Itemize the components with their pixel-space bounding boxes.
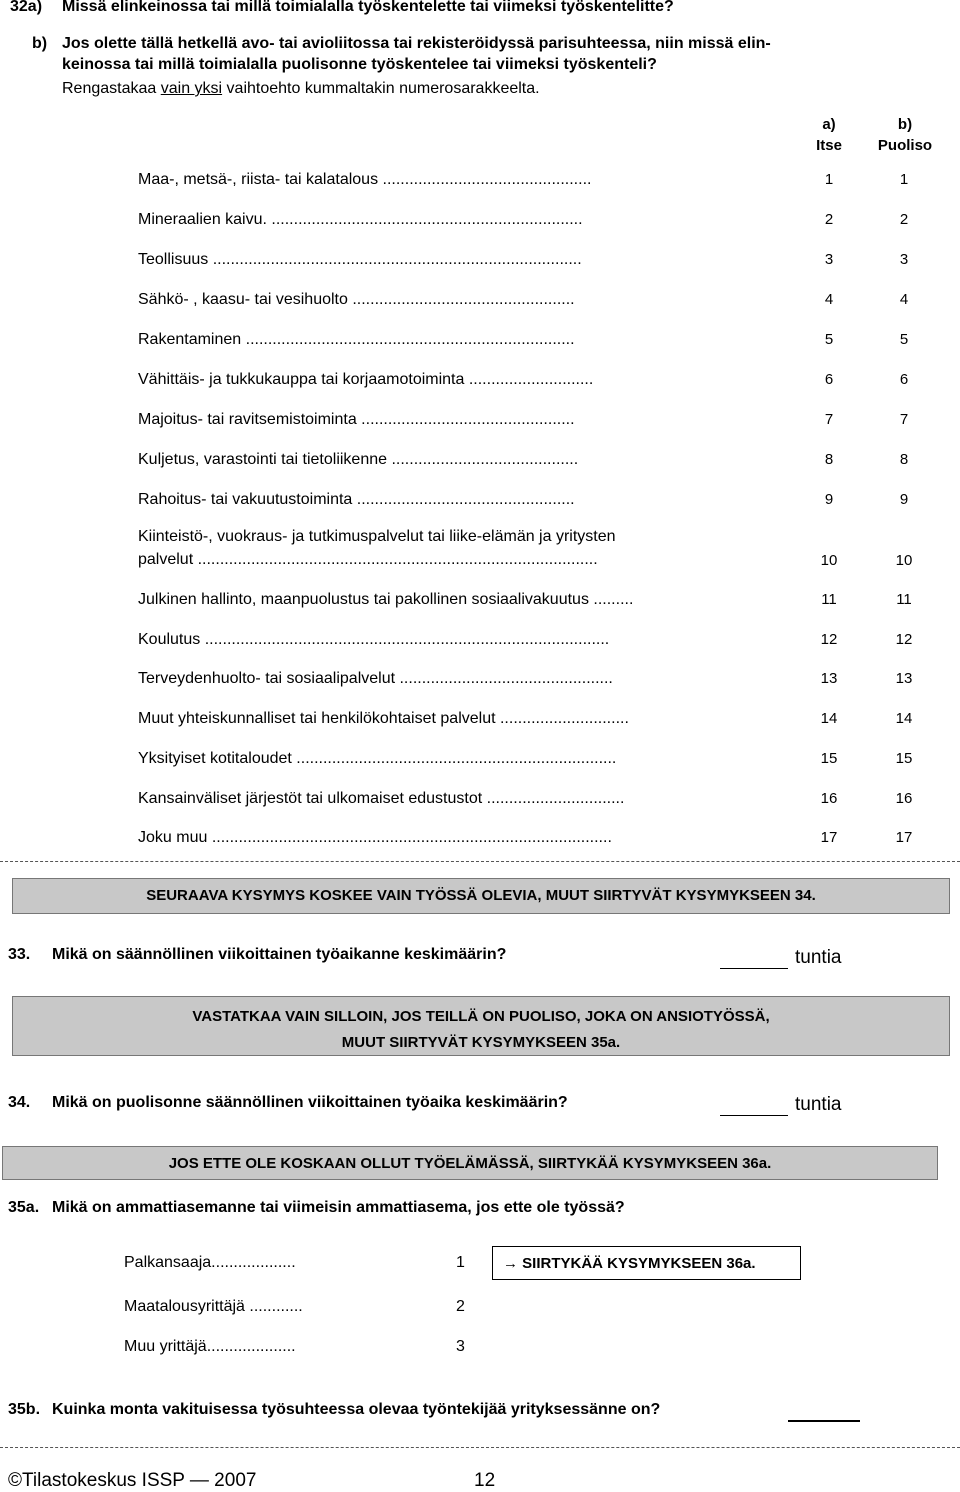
q33-number: 33.: [8, 946, 31, 963]
q32a-number: 32a): [10, 0, 43, 15]
list-item-label-line2: palvelut ..........................................................................................: [138, 551, 598, 568]
list-item-label: Muut yhteiskunnalliset tai henkilökohtaiset palvelut .............................: [138, 710, 629, 728]
list-item-label: Rakentaminen ..........................................................................: [138, 331, 575, 348]
q35b-number: 35b.: [8, 1401, 41, 1418]
code-a[interactable]: 4: [824, 291, 834, 308]
list-item-label: Vähittäis- ja tukkukauppa tai korjaamotoiminta ............................: [138, 371, 594, 388]
q32b: [10, 35, 950, 79]
list-item-label: Kansainväliset järjestöt tai ulkomaiset edustustot ...............................: [138, 789, 625, 807]
instruction-emphasis: vain yksi: [160, 80, 223, 97]
code-b[interactable]: 11: [896, 591, 912, 608]
q32b-text-line1: Jos olette tällä hetkellä avo- tai avioliitossa tai rekisteröidyssä parisuhteessa, niin missä elin-: [62, 35, 771, 52]
q32-instruction: Rengastakaa vain yksi vaihtoehto kummaltakin numerosarakkeelta.: [62, 80, 540, 97]
q32b-text-line2: keinossa tai millä toimialalla puolisonne työskentelee tai viimeksi työskenteli?: [62, 56, 657, 73]
code-a[interactable]: 8: [824, 451, 834, 468]
list-item[interactable]: [138, 491, 938, 513]
list-item[interactable]: [138, 451, 938, 473]
instruction-box: JOS ETTE OLE KOSKAAN OLLUT TYÖELÄMÄSSÄ, SIIRTYKÄÄ KYSYMYKSEEN 36a.: [2, 1146, 938, 1180]
code-a[interactable]: 9: [824, 491, 834, 508]
code-b[interactable]: 6: [899, 371, 909, 388]
list-item[interactable]: [138, 591, 938, 613]
code-b[interactable]: 2: [899, 211, 909, 228]
instruction-box: VASTATKAA VAIN SILLOIN, JOS TEILLÄ ON PUOLISO, JOKA ON ANSIOTYÖSSÄ, MUUT SIIRTYVÄT KYSYMYKSEEN 35a.: [12, 996, 950, 1056]
divider: [0, 861, 960, 862]
list-item-label: Maa-, metsä-, riista- tai kalatalous ...............................................: [138, 171, 592, 188]
option-label: Maatalousyrittäjä ............: [124, 1298, 303, 1315]
list-item-label: Mineraalien kaivu. ......................................................................: [138, 211, 583, 228]
code-a[interactable]: 15: [820, 749, 838, 767]
code-a[interactable]: 17: [820, 829, 838, 847]
option-label: Muu yrittäjä....................: [124, 1338, 296, 1355]
code-a[interactable]: 12: [820, 630, 838, 648]
option-code[interactable]: 3: [456, 1338, 465, 1355]
list-item[interactable]: [138, 251, 938, 273]
list-item[interactable]: [138, 750, 938, 772]
option-code[interactable]: 2: [456, 1298, 465, 1315]
list-item-label: Koulutus ...........................................................................................: [138, 630, 610, 648]
code-b[interactable]: 8: [899, 451, 909, 468]
code-a[interactable]: 14: [820, 710, 838, 728]
list-item[interactable]: [138, 670, 938, 692]
code-b[interactable]: 17: [895, 829, 913, 847]
column-header-b: b) Puoliso: [877, 116, 933, 154]
code-a[interactable]: 11: [821, 591, 837, 608]
list-item[interactable]: [138, 710, 938, 732]
code-b[interactable]: 9: [899, 491, 909, 508]
list-item[interactable]: [138, 171, 938, 193]
code-a[interactable]: 16: [820, 789, 838, 807]
option-code[interactable]: 1: [456, 1254, 465, 1271]
q35a-number: 35a.: [8, 1199, 40, 1216]
q34-answer-field[interactable]: [720, 1097, 788, 1116]
q35a-text: Mikä on ammattiasemanne tai viimeisin ammattiasema, jos ette ole työssä?: [52, 1199, 625, 1216]
list-item-label: Julkinen hallinto, maanpuolustus tai pakollinen sosiaalivakuutus .........: [138, 591, 634, 608]
code-b[interactable]: 15: [895, 749, 913, 767]
code-b[interactable]: 16: [895, 789, 913, 807]
code-a[interactable]: 10: [820, 552, 838, 569]
instruction-box: SEURAAVA KYSYMYS KOSKEE VAIN TYÖSSÄ OLEVIA, MUUT SIIRTYVÄT KYSYMYKSEEN 34.: [12, 878, 950, 914]
q33-text: Mikä on säännöllinen viikoittainen työaikanne keskimäärin?: [52, 946, 507, 963]
list-item[interactable]: [138, 331, 938, 353]
list-item-label: Terveydenhuolto- tai sosiaalipalvelut ................................................: [138, 670, 613, 688]
divider: [0, 1447, 960, 1448]
list-item[interactable]: [138, 371, 938, 393]
q34-text: Mikä on puolisonne säännöllinen viikoittainen työaika keskimäärin?: [52, 1094, 568, 1111]
code-a[interactable]: 7: [824, 411, 834, 428]
code-b[interactable]: 1: [899, 171, 909, 188]
column-header-a: a) Itse: [816, 116, 842, 154]
list-item-label: Joku muu ..........................................................................................: [138, 829, 612, 847]
list-item[interactable]: [138, 211, 938, 233]
code-b[interactable]: 5: [899, 331, 909, 348]
list-item[interactable]: [138, 829, 938, 851]
code-a[interactable]: 1: [824, 171, 834, 188]
list-item[interactable]: [138, 631, 938, 653]
code-a[interactable]: 6: [824, 371, 834, 388]
q35b-text: Kuinka monta vakituisessa työsuhteessa olevaa työntekijää yrityksessänne on?: [52, 1401, 661, 1418]
code-a[interactable]: 13: [820, 670, 838, 688]
list-item[interactable]: [138, 528, 938, 574]
q33-answer-field[interactable]: [720, 950, 788, 969]
code-b[interactable]: 12: [895, 630, 913, 648]
list-item[interactable]: [138, 790, 938, 812]
list-item-label: Majoitus- tai ravitsemistoiminta ................................................: [138, 411, 575, 428]
code-b[interactable]: 7: [899, 411, 909, 428]
list-item-label: Rahoitus- tai vakuutustoiminta .................................................: [138, 491, 575, 508]
code-a[interactable]: 2: [824, 211, 834, 228]
q34-unit: tuntia: [795, 1094, 842, 1115]
code-b[interactable]: 14: [895, 710, 913, 728]
list-item-label: Yksityiset kotitaloudet ........................................................................: [138, 749, 617, 767]
q32a-text: Missä elinkeinossa tai millä toimialalla työskentelette tai viimeksi työskentelitte?: [62, 0, 674, 15]
code-b[interactable]: 10: [895, 552, 913, 569]
code-b[interactable]: 4: [899, 291, 909, 308]
list-item-label: Teollisuus ...................................................................................: [138, 251, 582, 268]
skip-instruction-box: → SIIRTYKÄÄ KYSYMYKSEEN 36a.: [492, 1246, 801, 1280]
q35b-answer-field[interactable]: [788, 1402, 860, 1422]
footer-copyright: ©Tilastokeskus ISSP — 2007: [8, 1470, 257, 1491]
page-number: 12: [474, 1470, 496, 1491]
list-item-label: Sähkö- , kaasu- tai vesihuolto ..................................................: [138, 291, 575, 308]
code-b[interactable]: 3: [899, 251, 909, 268]
code-a[interactable]: 3: [824, 251, 834, 268]
code-a[interactable]: 5: [824, 331, 834, 348]
list-item[interactable]: [138, 291, 938, 313]
q33-unit: tuntia: [795, 947, 842, 968]
q34-number: 34.: [8, 1094, 31, 1111]
list-item-label: Kuljetus, varastointi tai tietoliikenne ..........................................: [138, 451, 579, 468]
option-label: Palkansaaja...................: [124, 1254, 296, 1271]
q32b-number: b): [32, 35, 48, 52]
arrow-right-icon: →: [503, 1255, 518, 1272]
list-item-label-line1: Kiinteistö-, vuokraus- ja tutkimuspalvelut tai liike-elämän ja yritysten: [138, 528, 616, 545]
list-item[interactable]: [138, 411, 938, 433]
code-b[interactable]: 13: [895, 670, 913, 688]
q32a: [10, 0, 950, 20]
